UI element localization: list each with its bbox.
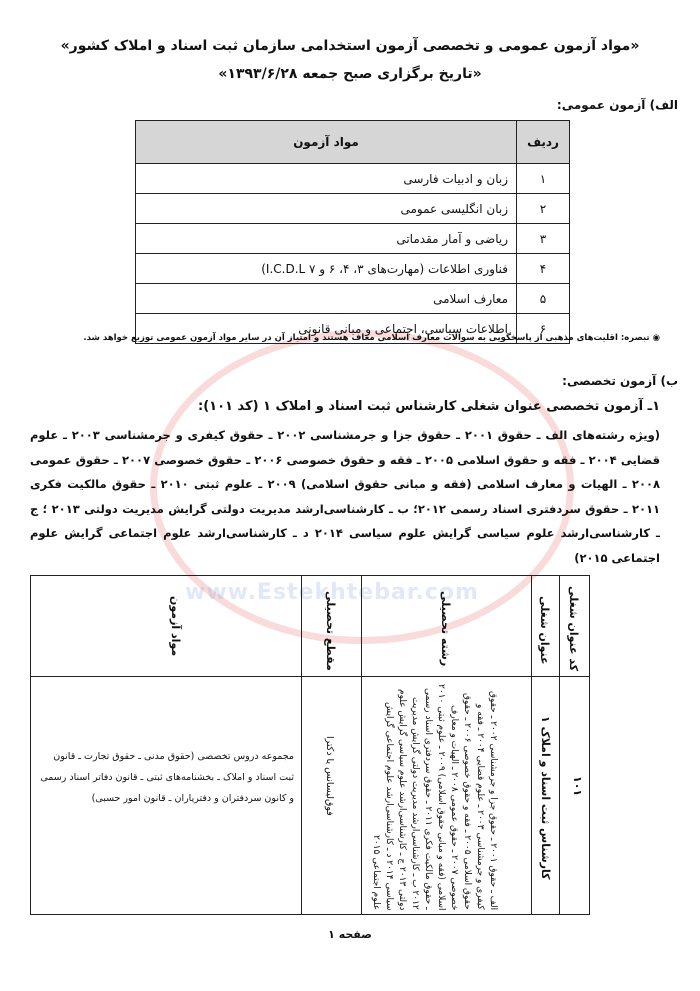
row-number: ۲ xyxy=(517,194,570,224)
row-subject: فناوری اطلاعات (مهارت‌های ۳، ۴، ۶ و I.C.D.L ۷) xyxy=(136,254,517,284)
row-number: ۶ xyxy=(517,314,570,344)
eligible-fields-paragraph: (ویژه رشته‌های الف ـ حقوق ۲۰۰۱ ـ حقوق جزا و جرمشناسی ۲۰۰۲ ـ حقوق کیفری و جرمشناسی ۲۰۰۳ ـ علوم قضایی ۲۰۰۴ ـ فقه و حقوق اسلامی ۲۰۰۵ ـ فقه و حقوق خصوصی ۲۰۰۶ ـ حقوق خصوصی ۲۰۰۷ ـ حقوق عمومی ۲۰۰۸ ـ الهیات و معارف اسلامی (فقه و مبانی حقوق اسلامی) ۲۰۰۹ ـ علوم ثبتی ۲۰۱۰ ـ حقوق مالکیت فکری ۲۰۱۱ ـ حقوق سردفتری اسناد رسمی ۲۰۱۲؛ ب ـ کارشناسی‌ارشد مدیریت دولتی گرایش مدیریت دولتی ۲۰۱۳ ؛ ج ـ کارشناسی‌ارشد علوم سیاسی گرایش علوم سیاسی ۲۰۱۴ د ـ کارشناسی‌ارشد علوم اجتماعی گرایش علوم اجتماعی ۲۰۱۵) xyxy=(30,428,661,565)
column-header-job-title: عنوان شغلی xyxy=(538,596,551,665)
column-header-field: رشته تحصیلی xyxy=(439,591,452,667)
table-row xyxy=(136,254,570,284)
general-exam-note: ◉ تبصره: اقلیت‌های مذهبی از پاسخگویی به سوالات معارف اسلامی معاف هستند و امتیاز آن در سایر مواد آزمون عمومی توزیع خواهد شد. xyxy=(83,333,660,343)
subjects-cell: مجموعه دروس تخصصی (حقوق مدنی ـ حقوق تجارت ـ قانون ثبت اسناد و املاک ـ بخشنامه‌های ثبتی ـ قانون دفاتر اسناد رسمی و کانون سردفتران و دفتریاران ـ قانون امور حسبی) xyxy=(40,751,294,804)
table-header-row xyxy=(136,121,570,164)
job-code-cell: ۱۰۱ xyxy=(571,776,584,797)
row-subject: زبان و ادبیات فارسی xyxy=(136,164,517,194)
row-subject: ریاضی و آمار مقدماتی xyxy=(136,224,517,254)
specialized-exam-table xyxy=(30,575,590,915)
degree-cell: فوق‌لیسانس یا دکترا xyxy=(324,736,335,816)
row-number: ۳ xyxy=(517,224,570,254)
header-line-2: «تاریخ برگزاری صبح جمعه ۱۳۹۳/۶/۲۸» xyxy=(218,66,482,82)
column-header-subject: مواد آزمون xyxy=(136,121,517,164)
column-header-degree: مقطع تحصیلی xyxy=(324,591,337,671)
table-row xyxy=(136,224,570,254)
job-title-line: ۱ـ آزمون تخصصی عنوان شغلی کارشناس ثبت اسناد و املاک ۱ (کد ۱۰۱): xyxy=(198,399,660,414)
column-header-job-code: کد عنوان شغلی xyxy=(567,586,580,672)
specialized-exam-heading: ب) آزمون تخصصی: xyxy=(562,374,678,388)
row-subject: معارف اسلامی xyxy=(136,284,517,314)
table-row xyxy=(136,284,570,314)
general-exam-heading: الف) آزمون عمومی: xyxy=(556,98,678,112)
field-cell: الف ـ حقوق ۲۰۰۱ ـ حقوق جزا و جرمشناسی ۲۰۰۲ ـ حقوق کیفری و جرمشناسی ۲۰۰۳ ـ علوم قضایی ۲۰۰۴ ـ فقه و حقوق اسلامی ۲۰۰۵ ـ فقه و حقوق خصوصی ۲۰۰۶ ـ حقوق خصوصی ۲۰۰۷ ـ حقوق عمومی ۲۰۰۸ ـ الهیات و معارف اسلامی (فقه و مبانی حقوق اسلامی) ۲۰۰۹ ـ علوم ثبتی ۲۰۱۰ ـ حقوق مالکیت فکری ۲۰۱۱ ـ حقوق سردفتری اسناد رسمی ۲۰۱۲ ب ـ کارشناسی‌ارشد مدیریت دولتی گرایش مدیریت دولتی ۲۰۱۳ ج ـ کارشناسی‌ارشد علوم سیاسی گرایش علوم سیاسی ۲۰۱۴ د ـ کارشناسی‌ارشد علوم اجتماعی گرایش علوم اجتماعی ۲۰۱۵ xyxy=(371,683,498,910)
table-row xyxy=(136,164,570,194)
general-exam-table xyxy=(135,120,570,344)
watermark-text: www.Estekhtebar.com xyxy=(185,580,479,605)
row-number: ۵ xyxy=(517,284,570,314)
table-row xyxy=(136,194,570,224)
column-header-row-number: ردیف xyxy=(517,121,570,164)
row-number: ۴ xyxy=(517,254,570,284)
row-number: ۱ xyxy=(517,164,570,194)
job-title-cell: کارشناس ثبت اسناد و املاک ۱ xyxy=(539,716,552,880)
header-line-1: «مواد آزمون عمومی و تخصصی آزمون استخدامی سازمان ثبت اسناد و املاک کشور» xyxy=(60,38,640,54)
row-subject: اطلاعات سیاسی، اجتماعی و مبانی قانونی xyxy=(136,314,517,344)
column-header-subjects: مواد آزمون xyxy=(169,596,182,657)
row-subject: زبان انگلیسی عمومی xyxy=(136,194,517,224)
page-number: صفحه ۱ xyxy=(328,928,372,941)
